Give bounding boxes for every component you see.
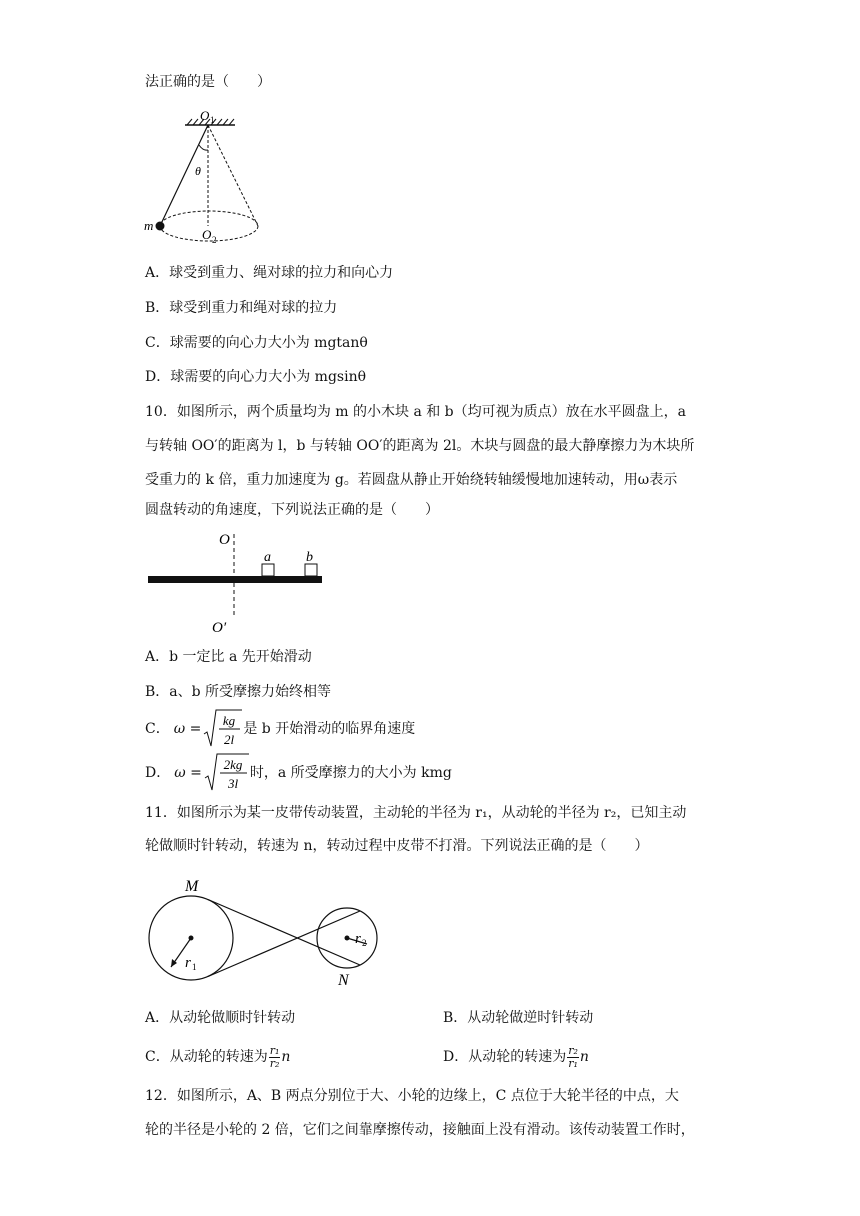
question-continuation: 法正确的是（ ） xyxy=(145,74,271,90)
q10-stem-line-4: 圆盘转动的角速度，下列说法正确的是（ ） xyxy=(145,502,439,518)
q11-option-c: C． 从动轮的转速为 $\frac{\text{r₁}}{\text{r₂}}$ n xyxy=(145,1043,291,1070)
label-small-wheel-n: N xyxy=(338,972,349,989)
label-m: m xyxy=(144,218,154,233)
rotating-disk-figure xyxy=(145,528,335,638)
label-o-prime: O′ xyxy=(212,620,227,636)
belt-drive-figure xyxy=(145,875,385,990)
label-a: a xyxy=(264,550,271,565)
q12-stem-line-1: 12．如图所示，A、B 两点分别位于大、小轮的边缘上，C 点位于大轮半径的中点，大 xyxy=(145,1088,679,1104)
svg-text:2kg: 2kg xyxy=(223,757,243,772)
q9-option-a: A．球受到重力、绳对球的拉力和向心力 xyxy=(145,265,394,281)
svg-text:2: 2 xyxy=(362,938,367,948)
q10-stem-line-1: 10．如图所示，两个质量均为 m 的小木块 a 和 b（均可视为质点）放在水平圆盘上，a xyxy=(145,404,686,420)
q11-option-b: B．从动轮做逆时针转动 xyxy=(443,1010,594,1026)
label-o: O xyxy=(219,532,230,548)
label-r1: r xyxy=(185,955,191,971)
label-theta: θ xyxy=(195,164,201,178)
q11-option-a: A．从动轮做顺时针转动 xyxy=(145,1010,296,1026)
conical-pendulum-figure xyxy=(140,105,280,245)
svg-text:2l: 2l xyxy=(224,732,235,747)
q10-stem-line-2: 与转轴 OO′的距离为 l，b 与转轴 OO′的距离为 2l。木块与圆盘的最大静摩擦力为木块所 xyxy=(145,438,695,454)
q12-stem-line-2: 轮的半径是小轮的 2 倍，它们之间靠摩擦传动，接触面上没有滑动。该传动装置工作时， xyxy=(145,1122,695,1138)
q10-option-a: A．b 一定比 a 先开始滑动 xyxy=(145,649,312,665)
label-r2: r xyxy=(355,931,361,947)
svg-text:kg: kg xyxy=(223,713,236,728)
svg-text:1: 1 xyxy=(210,115,215,125)
label-o2: O xyxy=(202,227,212,242)
q11-option-d: D． 从动轮的转速为 $\frac{\text{r₂}}{\text{r₁}}$ n xyxy=(443,1043,589,1070)
q11-stem-line-1: 11．如图所示为某一皮带传动装置，主动轮的半径为 r₁，从动轮的半径为 r₂，已知主动 xyxy=(145,805,687,821)
q9-option-d: D．球需要的向心力大小为 mgsinθ xyxy=(145,369,367,385)
label-big-wheel-m: M xyxy=(185,878,199,895)
svg-text:3l: 3l xyxy=(227,776,238,791)
q10-option-d: D． ω = 2kg 3l 时，a 所受摩擦力的大小为 kmg xyxy=(145,752,452,794)
q10-option-b: B．a、b 所受摩擦力始终相等 xyxy=(145,684,332,700)
q11-stem-line-2: 轮做顺时针转动，转速为 n，转动过程中皮带不打滑。下列说法正确的是（ ） xyxy=(145,838,649,854)
q9-option-b: B．球受到重力和绳对球的拉力 xyxy=(145,300,338,316)
svg-text:1: 1 xyxy=(192,962,197,972)
q10-stem-line-3: 受重力的 k 倍，重力加速度为 g。若圆盘从静止开始绕转轴缓慢地加速转动，用ω表示 xyxy=(145,472,678,488)
q10-option-c: C． ω = kg 2l 是 b 开始滑动的临界角速度 xyxy=(145,708,415,750)
label-o1: O xyxy=(200,108,210,123)
q9-option-c: C．球需要的向心力大小为 mgtanθ xyxy=(145,335,368,351)
label-b: b xyxy=(306,550,313,565)
svg-text:2: 2 xyxy=(212,235,217,245)
